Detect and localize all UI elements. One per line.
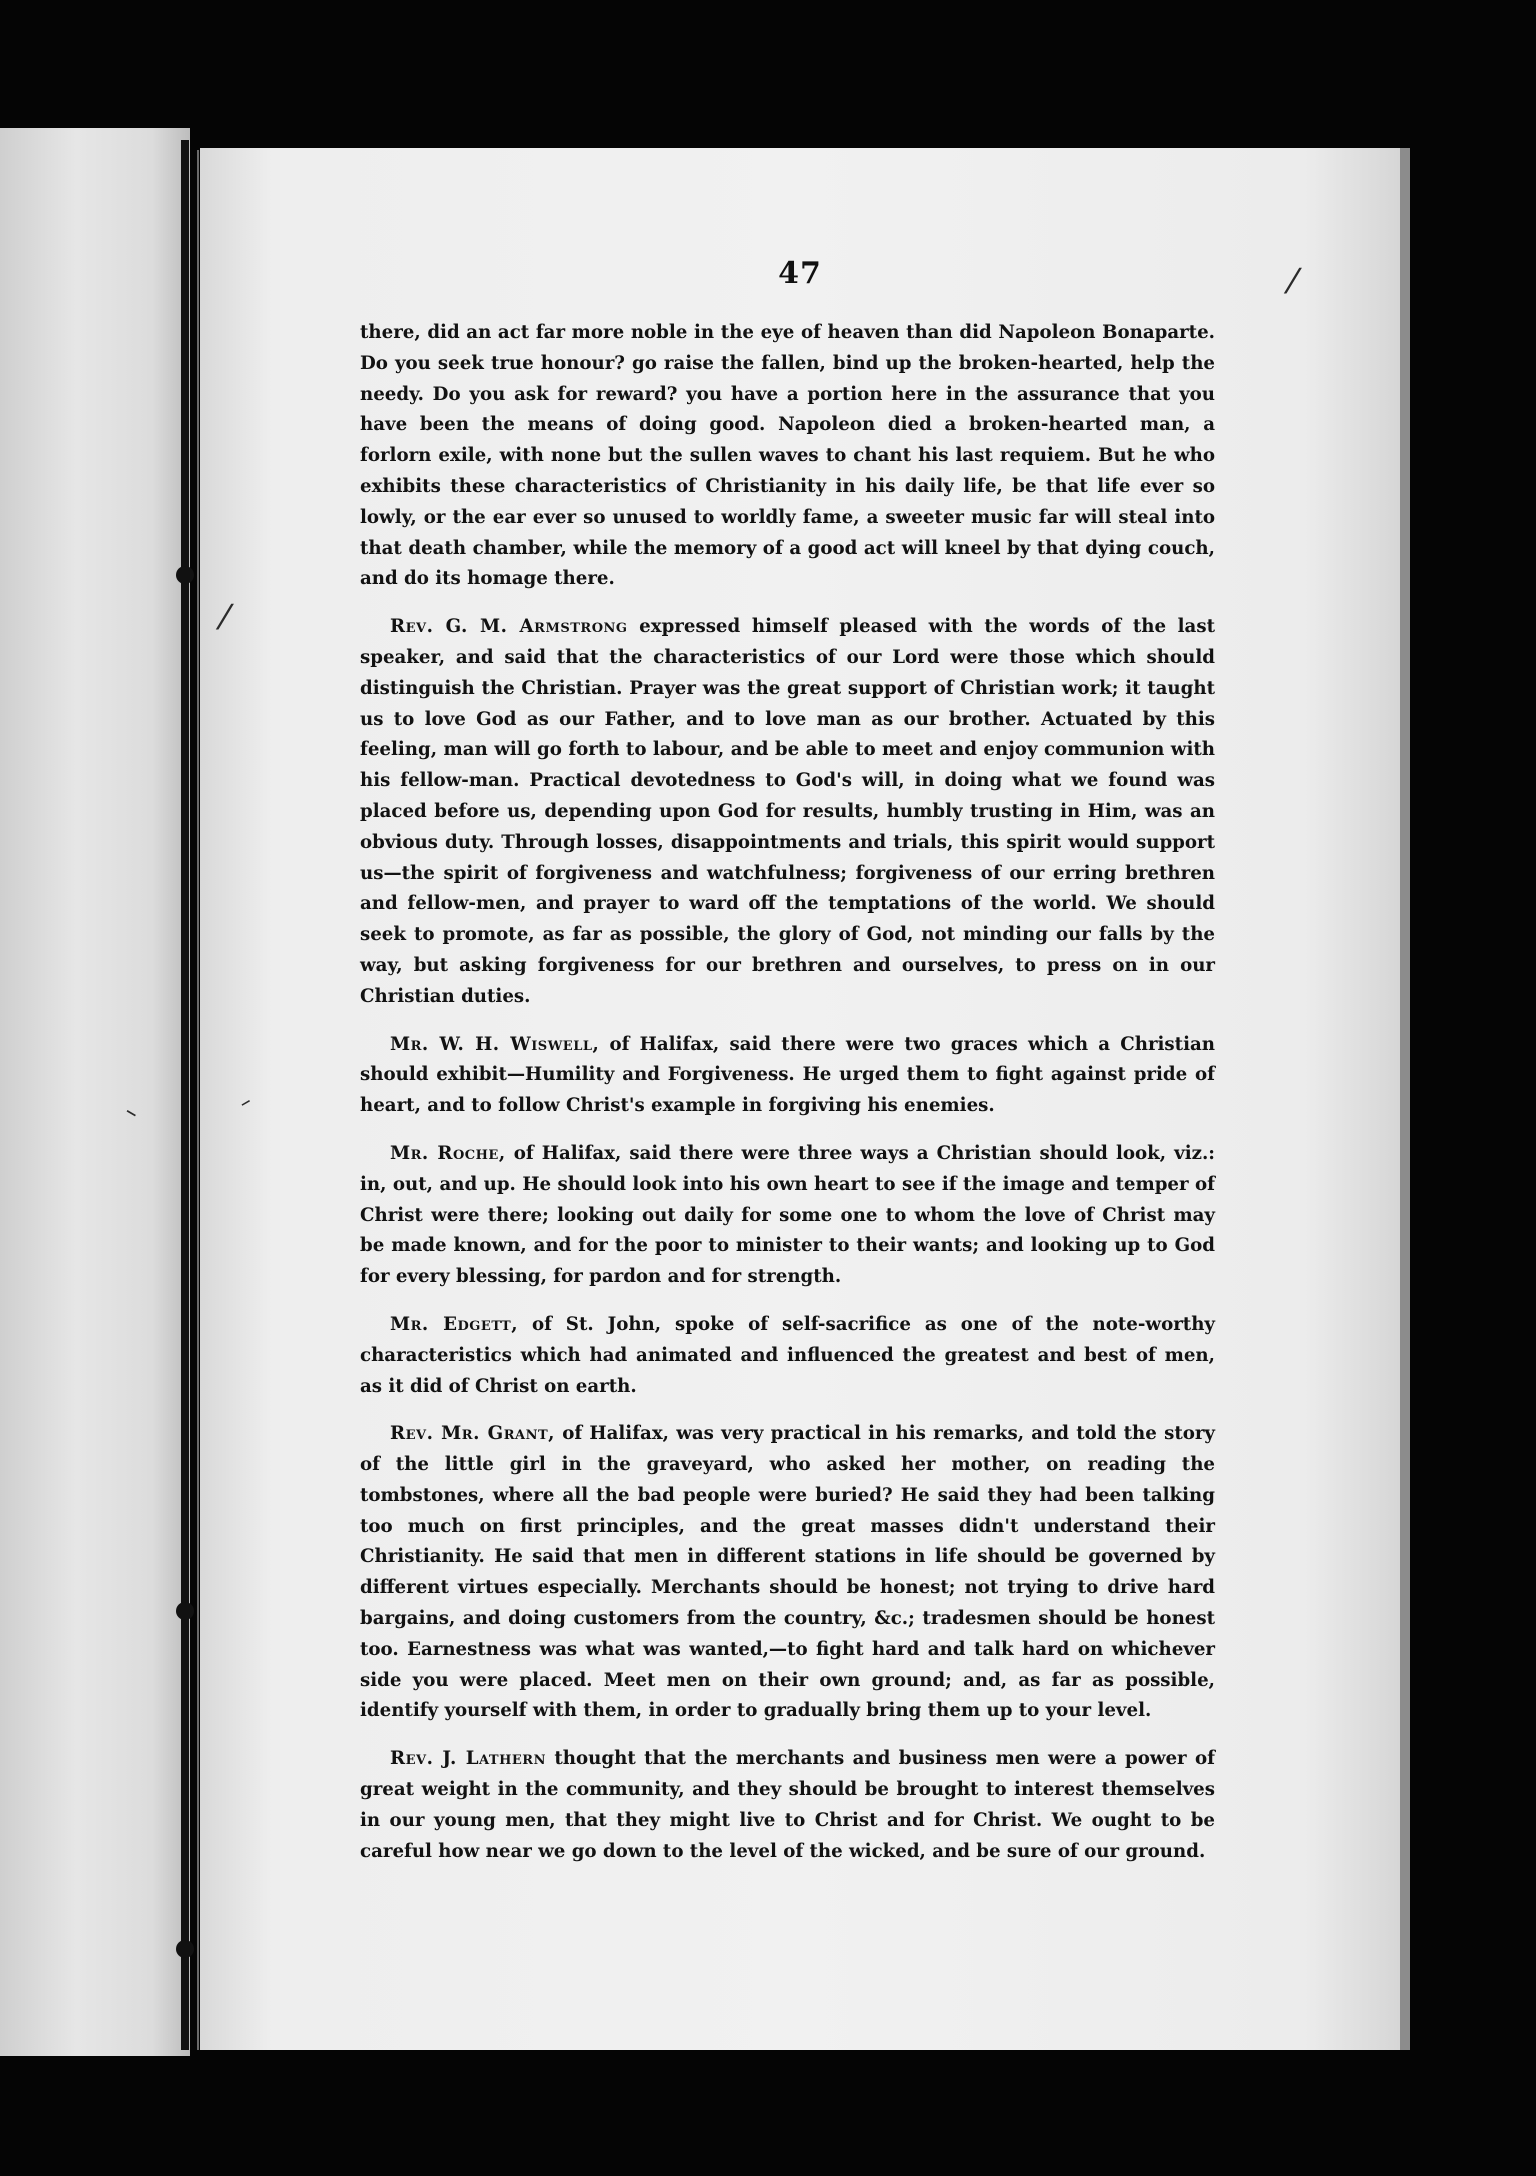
speaker-name: Mr. Roche, (390, 1142, 506, 1164)
book-spine (181, 140, 189, 2050)
paragraph-text: there, did an act far more noble in the eye of heaven than did Napoleon Bonaparte. Do you seek true honour? go raise the fallen, bind up the broken-hearted, help the needy. Do you ask for reward? you have a portion here in the assurance that you have been the means of doing good. Napoleon died a broken-hearted man, a forlorn exile, with none but the sullen waves to chant his last requiem. But he who exhibits these characteristics of Christianity in his daily life, be that life ever so lowly, or the ear ever so unused to worldly fame, a sweeter music far will steal into that death chamber, while the memory of a good act will kneel by that dying couch, and do its homage there. (360, 322, 1215, 590)
document-page (200, 148, 1400, 2050)
paragraph-text: of St. John, spoke of self-sacrifice as one of the note-worthy characteristics which had animated and influenced the greatest and best of men, as it did of Christ on earth. (360, 1313, 1215, 1397)
paragraph (360, 612, 1215, 1012)
paragraph-text: expressed himself pleased with the words of the last speaker, and said that the characteristics of our Lord were those which should distinguish the Christian. Prayer was the great support of Christian work; it taught us to love God as our Father, and to love man as our brother. Actuated by this feeling, man will go forth to labour, and be able to meet and enjoy communion with his fellow-man. Practical devotedness to God's will, in doing what we found was placed before us, depending upon God for results, humbly trusting in Him, was an obvious duty. Through losses, disappointments and trials, this spirit would support us—the spirit of forgiveness and watchfulness; forgiveness of our erring brethren and fellow-men, and prayer to ward off the temptations of the world. We should seek to promote, as far as possible, the glory of God, not minding our falls by the way, but asking forgiveness for our brethren and ourselves, to press on in our Christian duties. (360, 616, 1215, 1007)
paragraph (360, 318, 1215, 595)
speaker-name: Rev. J. Lathern (390, 1748, 546, 1770)
binding-stitch (176, 1940, 194, 1958)
paragraph (360, 1310, 1215, 1402)
page-number: 47 (778, 256, 822, 291)
pencil-mark-icon: – (119, 1096, 145, 1128)
binding-stitch (176, 1602, 194, 1620)
paragraph (360, 1419, 1215, 1727)
paragraph-text: thought that the merchants and business men were a power of great weight in the community, and they should be brought to interest themselves in our young men, that they might live to Christ and for Christ. We ought to be careful how near we go down to the level of the wicked, and be sure of our ground. (360, 1748, 1215, 1862)
paragraph-text: of Halifax, was very practical in his remarks, and told the story of the little girl in the graveyard, who asked her mother, on reading the tombstones, where all the bad people were buried? He said they had been talking too much on first principles, and the great masses didn't understand their Christianity. He said that men in different stations in life should be governed by different virtues especially. Merchants should be honest; not trying to drive hard bargains, and doing customers from the country, &c.; tradesmen should be honest too. Earnestness was what was wanted,—to fight hard and talk hard on whichever side you were placed. Meet men on their own ground; and, as far as possible, identify yourself with them, in order to gradually bring them up to your level. (360, 1423, 1216, 1722)
pencil-mark-icon: – (234, 1088, 257, 1117)
paragraph (360, 1744, 1215, 1867)
page-body (360, 318, 1215, 1884)
binding-stitch (176, 566, 194, 584)
page-edge (1400, 148, 1410, 2050)
speaker-name: Mr. W. H. Wiswell, (390, 1033, 600, 1055)
paragraph (360, 1030, 1215, 1122)
speaker-name: Rev. Mr. Grant, (390, 1423, 555, 1445)
previous-page-edge (0, 128, 190, 2056)
speaker-name: Mr. Edgett, (390, 1313, 519, 1335)
speaker-name: Rev. G. M. Armstrong (390, 616, 628, 638)
pencil-mark-icon: ⁄ (222, 598, 228, 638)
pencil-mark-icon: ⁄ (1290, 262, 1296, 302)
paragraph-text: of Halifax, said there were two graces which a Christian should exhibit—Humility and Forgiveness. He urged them to fight against pride of heart, and to follow Christ's example in forgiving his enemies. (360, 1033, 1215, 1117)
paragraph-text: of Halifax, said there were three ways a Christian should look, viz.: in, out, and up. He should look into his own heart to see if the image and temper of Christ were there; looking out daily for some one to whom the love of Christ may be made known, and for the poor to minister to their wants; and looking up to God for every blessing, for pardon and for strength. (360, 1142, 1215, 1288)
gutter-line (197, 150, 199, 2050)
paragraph (360, 1139, 1215, 1293)
